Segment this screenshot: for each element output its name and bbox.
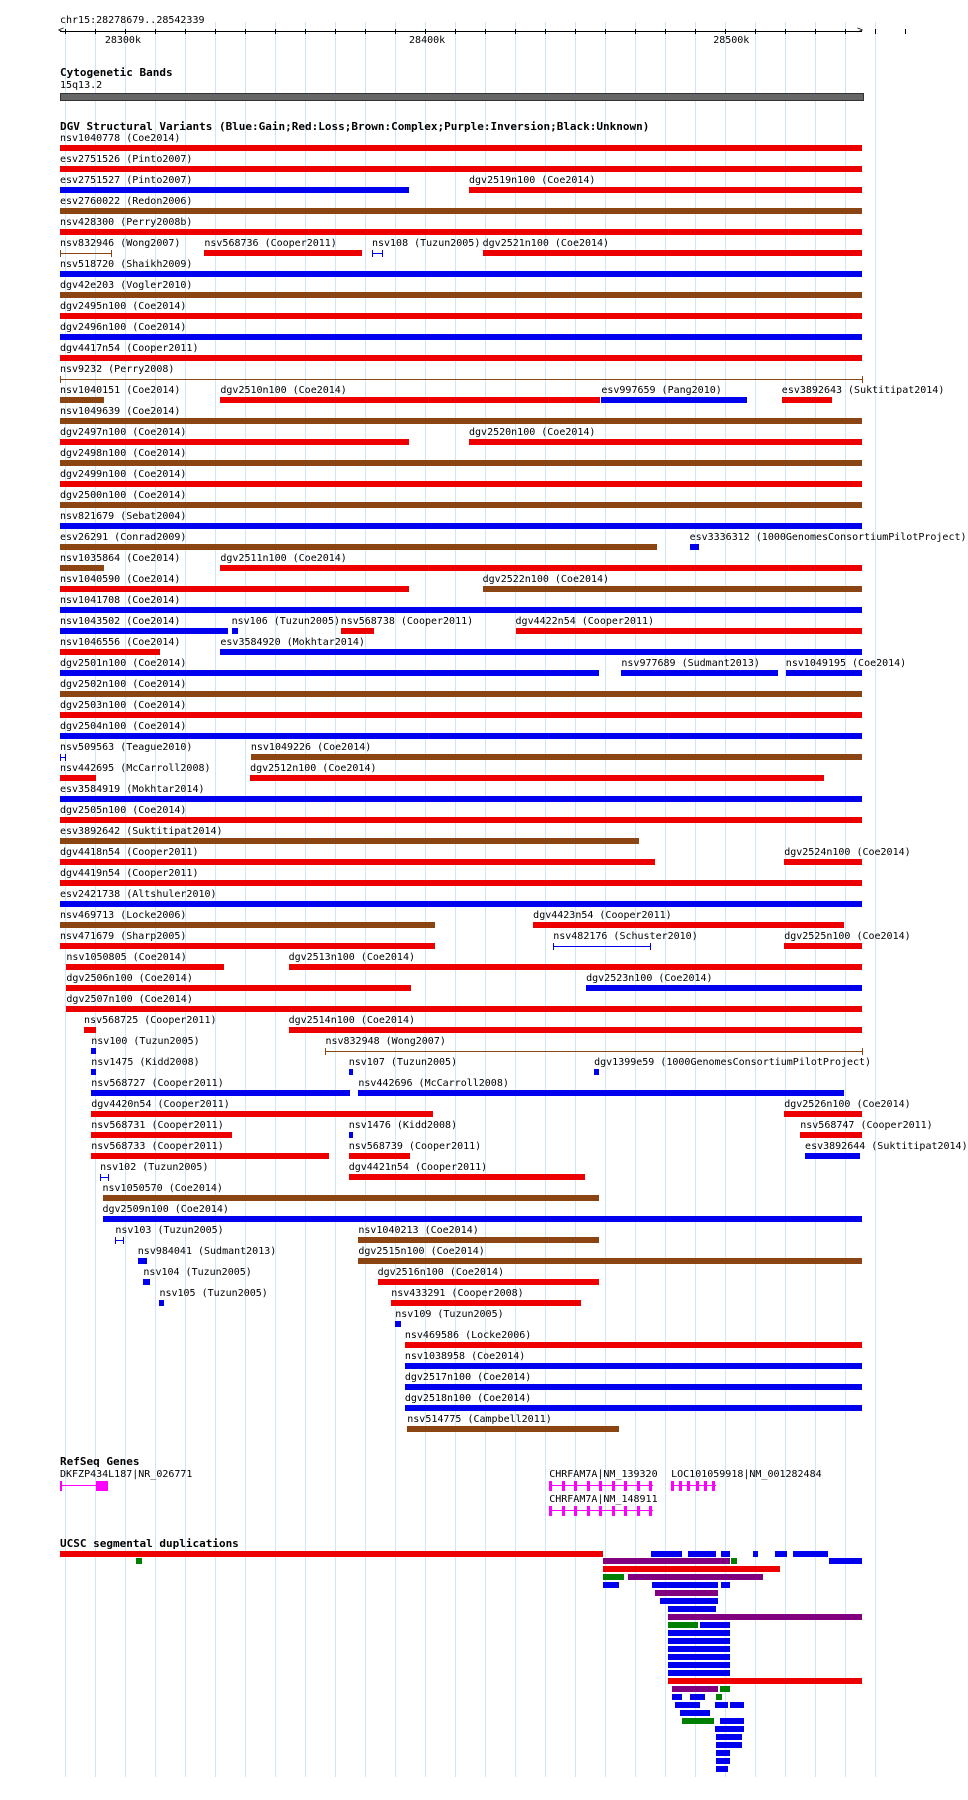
segdup-bar[interactable] <box>668 1670 730 1676</box>
cytoband-label: 15q13.2 <box>60 80 103 91</box>
variant-label: esv3584919 (Mokhtar2014) <box>60 784 205 795</box>
variant-label: nsv1040590 (Coe2014) <box>60 574 181 585</box>
variant-label: nsv442695 (McCarroll2008) <box>60 763 211 774</box>
variant-label: nsv1046556 (Coe2014) <box>60 637 181 648</box>
segdup-bar[interactable] <box>668 1614 862 1620</box>
variant-label: nsv568738 (Cooper2011) <box>340 616 474 627</box>
variant-label: esv3584920 (Mokhtar2014) <box>220 637 365 648</box>
ruler-position: chr15:28278679..28542339 <box>60 15 205 26</box>
segdup-bar[interactable] <box>672 1686 718 1692</box>
variant-label: dgv2516n100 (Coe2014) <box>377 1267 505 1278</box>
variant-label: esv2760022 (Redon2006) <box>60 196 193 207</box>
variant-label: nsv1040151 (Coe2014) <box>60 385 181 396</box>
segdup-bar[interactable] <box>775 1551 787 1557</box>
variant-label: nsv568727 (Cooper2011) <box>91 1078 224 1089</box>
variant-label: dgv4421n54 (Cooper2011) <box>348 1162 488 1173</box>
variant-label: nsv9232 (Perry2008) <box>60 364 175 375</box>
variant-label: nsv1040213 (Coe2014) <box>358 1225 479 1236</box>
dgv-track-title[interactable]: DGV Structural Variants (Blue:Gain;Red:Loss;Brown:Complex;Purple:Inversion;Black:Unknown) <box>60 120 650 133</box>
variant-label: dgv2521n100 (Coe2014) <box>482 238 610 249</box>
variant-label: nsv482176 (Schuster2010) <box>553 931 698 942</box>
variant-label: dgv2525n100 (Coe2014) <box>784 931 911 942</box>
segdup-bar[interactable] <box>668 1662 730 1668</box>
segdup-bar[interactable] <box>716 1734 742 1740</box>
variant-label: dgv2519n100 (Coe2014) <box>469 175 596 186</box>
segdup-bar[interactable] <box>603 1566 780 1572</box>
segdup-bar[interactable] <box>603 1574 624 1580</box>
segdup-bar[interactable] <box>716 1742 742 1748</box>
variant-label: dgv2523n100 (Coe2014) <box>586 973 713 984</box>
variant-label: nsv469713 (Locke2006) <box>60 910 187 921</box>
segdup-bar[interactable] <box>672 1694 682 1700</box>
variant-label: dgv2522n100 (Coe2014) <box>482 574 610 585</box>
variant-label: nsv1049226 (Coe2014) <box>250 742 372 753</box>
variant-label: dgv2514n100 (Coe2014) <box>288 1015 415 1026</box>
gene-label: LOC101059918|NM_001282484 <box>671 1469 822 1480</box>
segdup-bar[interactable] <box>628 1574 763 1580</box>
variant-label: dgv2509n100 (Coe2014) <box>102 1204 229 1215</box>
variant-label: dgv2510n100 (Coe2014) <box>220 385 347 396</box>
variant-label: dgv2502n100 (Coe2014) <box>60 679 187 690</box>
variant-label: dgv2511n100 (Coe2014) <box>220 553 347 564</box>
ruler-tick-label: 28500k <box>713 35 750 46</box>
variant-label: nsv1050805 (Coe2014) <box>66 952 187 963</box>
segdup-bar[interactable] <box>603 1582 619 1588</box>
variant-label: nsv832948 (Wong2007) <box>325 1036 446 1047</box>
variant-label: nsv1038958 (Coe2014) <box>404 1351 526 1362</box>
variant-label: nsv100 (Tuzun2005) <box>91 1036 200 1047</box>
variant-label: nsv433291 (Cooper2008) <box>391 1288 524 1299</box>
variant-label: esv3892643 (Suktitipat2014) <box>781 385 945 396</box>
variant-label: nsv518720 (Shaikh2009) <box>60 259 193 270</box>
variant-label: nsv568739 (Cooper2011) <box>348 1141 482 1152</box>
variant-label: dgv2496n100 (Coe2014) <box>60 322 187 333</box>
variant-label: dgv4422n54 (Cooper2011) <box>515 616 655 627</box>
segdup-bar[interactable] <box>680 1710 710 1716</box>
segdup-bar[interactable] <box>688 1551 716 1557</box>
variant-label: dgv4417n54 (Cooper2011) <box>60 343 199 354</box>
variant-label: dgv1399e59 (1000GenomesConsortiumPilotProject) <box>594 1057 872 1068</box>
variant-label: dgv2518n100 (Coe2014) <box>404 1393 532 1404</box>
variant-label: nsv509563 (Teague2010) <box>60 742 193 753</box>
segdup-bar[interactable] <box>715 1726 744 1732</box>
variant-label: dgv4420n54 (Cooper2011) <box>91 1099 230 1110</box>
variant-label: nsv977689 (Sudmant2013) <box>621 658 760 669</box>
segdup-bar[interactable] <box>829 1558 862 1564</box>
variant-label: esv26291 (Conrad2009) <box>60 532 187 543</box>
variant-label: nsv103 (Tuzun2005) <box>115 1225 224 1236</box>
segdup-bar[interactable] <box>668 1678 862 1684</box>
variant-label: nsv1035864 (Coe2014) <box>60 553 181 564</box>
segdup-bar[interactable] <box>690 1694 705 1700</box>
variant-label: nsv568747 (Cooper2011) <box>800 1120 933 1131</box>
left-arrow-icon: < <box>58 25 65 36</box>
variant-label: esv3892644 (Suktitipat2014) <box>805 1141 968 1152</box>
variant-label: dgv2524n100 (Coe2014) <box>784 847 911 858</box>
variant-label: nsv832946 (Wong2007) <box>60 238 181 249</box>
variant-label: dgv2517n100 (Coe2014) <box>404 1372 532 1383</box>
variant-label: dgv2495n100 (Coe2014) <box>60 301 187 312</box>
variant-label: nsv568731 (Cooper2011) <box>91 1120 224 1131</box>
variant-label: nsv469586 (Locke2006) <box>404 1330 532 1341</box>
segdup-bar[interactable] <box>715 1702 728 1708</box>
variant-label: dgv2513n100 (Coe2014) <box>288 952 415 963</box>
segdup-bar[interactable] <box>668 1606 716 1612</box>
variant-label: nsv428300 (Perry2008b) <box>60 217 193 228</box>
segdup-bar[interactable] <box>668 1654 730 1660</box>
segdup-bar[interactable] <box>753 1551 758 1557</box>
variant-label: dgv4418n54 (Cooper2011) <box>60 847 199 858</box>
variant-label: esv2751526 (Pinto2007) <box>60 154 193 165</box>
variant-label: nsv1476 (Kidd2008) <box>348 1120 458 1131</box>
variant-label: nsv568736 (Cooper2011) <box>204 238 337 249</box>
segdup-bar[interactable] <box>668 1630 730 1636</box>
variant-label: nsv568733 (Cooper2011) <box>91 1141 224 1152</box>
variant-label: dgv2507n100 (Coe2014) <box>66 994 193 1005</box>
variant-label: nsv984041 (Sudmant2013) <box>137 1246 277 1257</box>
variant-label: nsv107 (Tuzun2005) <box>348 1057 458 1068</box>
variant-label: dgv2499n100 (Coe2014) <box>60 469 187 480</box>
variant-label: dgv2504n100 (Coe2014) <box>60 721 187 732</box>
gene-label: DKFZP434L187|NR_026771 <box>60 1469 193 1480</box>
segdup-bar[interactable] <box>716 1766 728 1772</box>
gene-label: CHRFAM7A|NM_148911 <box>549 1494 658 1505</box>
variant-label: nsv471679 (Sharp2005) <box>60 931 187 942</box>
segdup-bar[interactable] <box>720 1686 730 1692</box>
segdup-bar[interactable] <box>136 1558 142 1564</box>
segdup-bar[interactable] <box>660 1598 718 1604</box>
segdup-bar[interactable] <box>721 1551 730 1557</box>
right-arrow-icon: > <box>857 25 864 36</box>
variant-label: esv3336312 (1000GenomesConsortiumPilotProject) <box>689 532 967 543</box>
variant-label: nsv1049639 (Coe2014) <box>60 406 181 417</box>
variant-label: esv2751527 (Pinto2007) <box>60 175 193 186</box>
segdup-bar[interactable] <box>716 1758 730 1764</box>
segdup-bar[interactable] <box>655 1590 718 1596</box>
variant-label: nsv108 (Tuzun2005) <box>371 238 481 249</box>
variant-label: dgv2506n100 (Coe2014) <box>66 973 193 984</box>
variant-label: dgv2498n100 (Coe2014) <box>60 448 187 459</box>
segdup-bar[interactable] <box>668 1622 698 1628</box>
variant-label: dgv2512n100 (Coe2014) <box>250 763 377 774</box>
variant-label: dgv2505n100 (Coe2014) <box>60 805 187 816</box>
segdup-bar[interactable] <box>652 1582 718 1588</box>
refseq-track-title[interactable]: RefSeq Genes <box>60 1455 140 1468</box>
segdup-bar[interactable] <box>675 1702 700 1708</box>
variant-label: esv997659 (Pang2010) <box>601 385 722 396</box>
segdup-bar[interactable] <box>651 1551 682 1557</box>
segdup-bar[interactable] <box>721 1582 730 1588</box>
variant-label: nsv1475 (Kidd2008) <box>91 1057 200 1068</box>
variant-label: dgv2497n100 (Coe2014) <box>60 427 187 438</box>
segdup-bar[interactable] <box>731 1558 737 1564</box>
segdup-bar[interactable] <box>730 1702 744 1708</box>
variant-label: nsv102 (Tuzun2005) <box>100 1162 209 1173</box>
segdup-bar[interactable] <box>720 1718 744 1724</box>
segdup-bar[interactable] <box>603 1558 730 1564</box>
variant-label: nsv105 (Tuzun2005) <box>159 1288 268 1299</box>
variant-label: nsv514775 (Campbell2011) <box>407 1414 552 1425</box>
variant-label: dgv42e203 (Vogler2010) <box>60 280 193 291</box>
variant-label: dgv2520n100 (Coe2014) <box>469 427 596 438</box>
ruler-tick-label: 28400k <box>409 35 446 46</box>
variant-label: dgv2503n100 (Coe2014) <box>60 700 187 711</box>
variant-label: nsv106 (Tuzun2005) <box>231 616 340 627</box>
segdup-bar[interactable] <box>700 1622 730 1628</box>
segdup-bar[interactable] <box>716 1750 730 1756</box>
variant-label: nsv1050570 (Coe2014) <box>102 1183 223 1194</box>
gene-label: CHRFAM7A|NM_139320 <box>549 1469 658 1480</box>
variant-label: nsv104 (Tuzun2005) <box>143 1267 252 1278</box>
variant-label: esv2421738 (Altshuler2010) <box>60 889 217 900</box>
variant-label: dgv4423n54 (Cooper2011) <box>533 910 672 921</box>
variant-label: dgv2500n100 (Coe2014) <box>60 490 187 501</box>
segdup-bar[interactable] <box>716 1694 722 1700</box>
ruler-tick-label: 28300k <box>104 35 141 46</box>
segdup-bar[interactable] <box>682 1718 714 1724</box>
variant-label: nsv109 (Tuzun2005) <box>395 1309 504 1320</box>
variant-label: esv3892642 (Suktitipat2014) <box>60 826 223 837</box>
variant-label: dgv2501n100 (Coe2014) <box>60 658 187 669</box>
variant-label: nsv1043502 (Coe2014) <box>60 616 181 627</box>
variant-label: nsv1040778 (Coe2014) <box>60 133 181 144</box>
variant-label: nsv442696 (McCarroll2008) <box>358 1078 509 1089</box>
variant-label: dgv4419n54 (Cooper2011) <box>60 868 199 879</box>
segdup-bar[interactable] <box>60 1551 603 1557</box>
cytoband-track-title[interactable]: Cytogenetic Bands <box>60 66 173 79</box>
segdup-bar[interactable] <box>793 1551 828 1557</box>
segdup-bar[interactable] <box>668 1638 730 1644</box>
variant-label: nsv821679 (Sebat2004) <box>60 511 187 522</box>
variant-label: nsv1041708 (Coe2014) <box>60 595 181 606</box>
variant-label: dgv2515n100 (Coe2014) <box>358 1246 485 1257</box>
variant-label: nsv1049195 (Coe2014) <box>785 658 907 669</box>
segdup-bar[interactable] <box>668 1646 730 1652</box>
ruler-minor-tick <box>905 29 906 34</box>
variant-label: dgv2526n100 (Coe2014) <box>784 1099 911 1110</box>
variant-label: nsv568725 (Cooper2011) <box>84 1015 217 1026</box>
segdup-track-title[interactable]: UCSC segmental duplications <box>60 1537 239 1550</box>
